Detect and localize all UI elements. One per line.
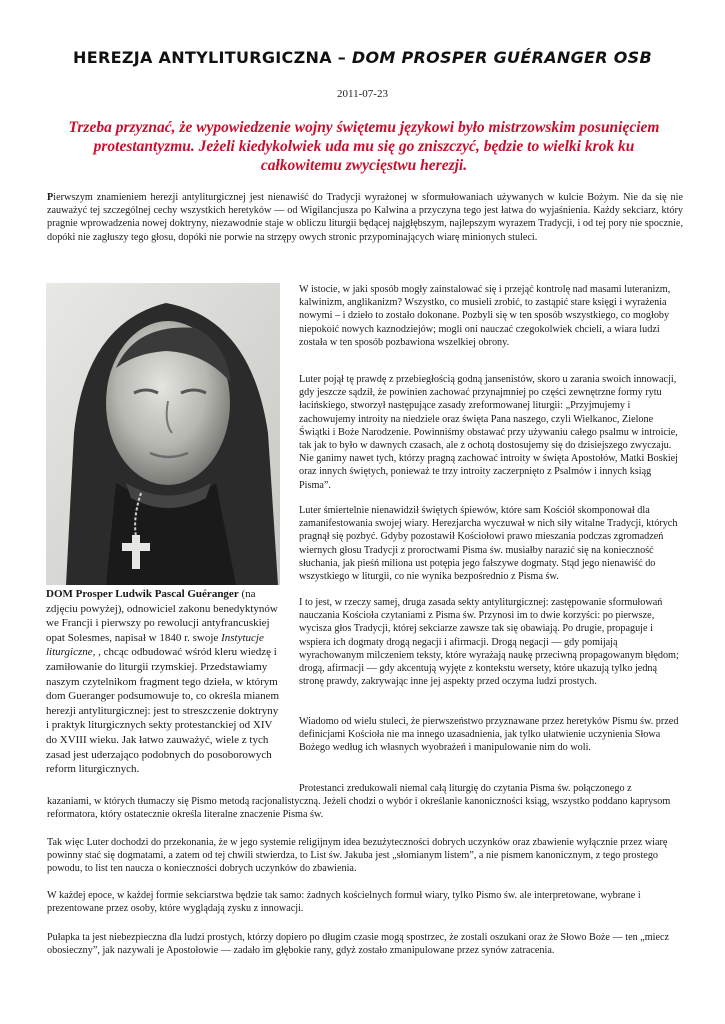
caption-text-b: , chcąc odbudować wśród kleru wiedzę i zamiłowanie do liturgii rzymskiej. Przedstawiamy naszym czytelnikom fragment tego dzieła, w którym dom Gueranger podsumowuje to, co określa mianem herezji antyliturgicznej: jest to streszczenie doktryny i praktyk liturgicznych sekty protestanckiej od XIV do XVIII wieku. Jak łatwo zauważyć, wiele z tych zasad jest uderzająco podobnych do posoborowych reform liturgicznych. <box>46 646 280 776</box>
page-title <box>40 48 685 67</box>
right-paragraph-3: Luter śmiertelnie nienawidził świętych śpiewów, które sam Kościół skomponował dla zamanifestowania swojej wiary. Herezjarcha wyczuwał w nich siły witalne Tradycji, których pragnął się pozbyć. Gdyby pozostawił Kościołowi prawo mieszania podczas zgromadzeń wiernych głosu Tradycji z proroctwami Pisma św. musiałby narazić się na konieczność słuchania, jak pieśń miliona ust potępia jego fałszywe dogmaty. Stąd jego nienawiść do wszystkiego w liturgii, co nie wynika bezpośrednio z Pisma św. <box>299 505 678 583</box>
portrait-photo <box>46 283 280 585</box>
right-paragraph-5: Wiadomo od wielu stuleci, że pierwszeństwo przyznawane przez heretyków Pismu św. przed definicjami Kościoła nie ma innego uzasadnienia, jak tylko ułatwienie uczynienia Słowa Bożego według ich własnych wyobrażeń i manipulowanie nim do woli. <box>299 716 679 754</box>
caption-name: DOM Prosper Ludwik Pascal Guéranger <box>46 588 239 600</box>
photo-caption <box>46 587 280 777</box>
portrait-illustration <box>46 283 280 585</box>
right-paragraph-1: W istocie, w jaki sposób mogły zainstalować się i przejąć kontrolę nad masami luteranizm, kalwinizm, anglikanizm? Wszystko, co musieli zrobić, to zastąpić stare księgi i wyrażenia nowymi – i dzieło to zostało dokonane. Pozbyli się w ten sposób wszystkiego, co mogłoby niepokoić nowych kaznodziejów; mogli oni nauczać czegokolwiek chcieli, a wiara ludzi została w ten sposób pozbawiona wszelkiej obrony. <box>299 284 671 348</box>
bottom-paragraph-1: kazaniami, w których tłumaczy się Pismo metodą racjonalistyczną. Jeżeli chodzi o wybór i określanie kanoniczności ksiąg, wszystko poddano kaprysom reformatora, który ostatecznie określa literalne znaczenie Pisma św. <box>47 796 671 821</box>
caption-text-a: (na zdjęciu powyżej), odnowiciel zakonu benedyktynów we Francji i pierwszy po rewolucji antyfrancuskiej opat Solesmes, napisał w 1840 r. swoje <box>46 588 278 644</box>
caption-book-title: Instytucje liturgiczne, <box>46 631 264 659</box>
right-paragraph-6: Protestanci zredukowali niemal całą liturgię do czytania Pisma św. połączonego z <box>299 783 632 794</box>
publication-date: 2011-07-23 <box>337 88 388 100</box>
intro-paragraph <box>47 191 683 244</box>
bottom-paragraph-4: Pułapka ta jest niebezpieczna dla ludzi prostych, którzy dopiero po długim czasie mogą spostrzec, że zostali oszukani oraz że Słowo Boże — ten „miecz obosieczny”, jak nazywali je Apostołowie — zadało im głębokie rany, gdyż zostało zmanipulowane przez synów zatracenia. <box>47 932 670 957</box>
lead-quote: Trzeba przyznać, że wypowiedzenie wojny świętemu językowi było mistrzowskim posunięciem protestantyzmu. Jeżeli kiedykolwiek uda mu się go zniszczyć, będzie to wielki krok ku całkowitemu zwycięstwu herezji. <box>68 119 660 174</box>
bottom-paragraph-3: W każdej epoce, w każdej formie sekciarstwa będzie tak samo: żadnych kościelnych formuł wiary, tylko Pismo św. ale interpretowane, wybrane i prezentowane przez osoby, które wyglądają zysku z innowacji. <box>47 890 641 915</box>
right-paragraph-4: I to jest, w rzeczy samej, druga zasada sekty antyliturgicznej: zastępowanie sformułowań nauczania Kościoła czytaniami z Pisma św. Przynosi im to dwie korzyści: po pierwsze, wycisza głos Tradycji, której sekciarze zawsze tak się obawiają. Po drugie, propaguje i wspiera ich dogmaty drogą negacji i afirmacji. Drogą negacji — gdy pomijają wyrachowanym milczeniem teksty, które wyrażają naukę przeciwną propagowanym błędom; drogą, afirmacji — gdy akcentują wyjęte z kontekstu wersety, które ukazują tylko jedną stronę prawdy, zakrywając inne jej aspekty przed oczyma ludzi prostych. <box>299 597 679 688</box>
title-author: DOM PROSPER GUÉRANGER OSB <box>351 48 652 67</box>
bottom-paragraph-2: Tak więc Luter dochodzi do przekonania, że w jego systemie religijnym idea bezużyteczności dobrych uczynków oraz zbawienie wyłącznie przez wiarę powinny stać się dogmatami, a zatem od tej chwili stwierdza, to List św. Jakuba jest „słomianym listem”, a nie pismem kanonicznym, z tego prostego powodu, to list ten naucza o konieczności dobrych uczynków do zbawienia. <box>47 837 668 875</box>
right-paragraph-2: Luter pojął tę prawdę z przebiegłością godną jansenistów, skoro u zarania swoich innowacji, gdy jeszcze sądził, że powinien zachować przynajmniej po części zewnętrzne formy rytu łacińskiego, stworzył następujące zasady zreformowanej liturgii: „Przyjmujemy i zachowujemy introity na niedziele oraz święta Pana naszego, czyli Wielkanoc, Zielone Świątki i Boże Narodzenie. Powinniśmy obstawać przy używaniu całego psalmu w introicie, tak jak to było w dawnych czasach, ale z ochotą dostosujemy się do dzisiejszego zwyczaju. Nie ganimy nawet tych, którzy pragną zachować introity w święta Apostołów, Matki Boskiej oraz innych świętych, ponieważ te trzy introity zaczerpnięto z Psalmów i innych ksiąg Pisma”. <box>299 374 679 491</box>
intro-dropcap: P <box>47 192 54 203</box>
title-main: HEREZJA ANTYLITURGICZNA – <box>73 48 352 67</box>
intro-text: ierwszym znamieniem herezji antyliturgicznej jest nienawiść do Tradycji wyrażonej w sformułowaniach używanych w kulcie Bożym. Nie da się nie zauważyć tej szczególnej cechy wszystkich heretyków — od Wigilancjusza po Kalwina a przyczyna tego jest łatwa do wyjaśnienia. Każdy sekciarz, który pragnie wprowadzenia nowej doktryny, niezawodnie staje w obliczu liturgii będącej najgłębszym, najlepszym wyrazem Tradycji, i od tej pory nie spocznie, dopóki nie zagłuszy tego głosu, dopóki nie porwie na strzępy owych stronic przypominających wiarę minionych stuleci. <box>47 192 683 243</box>
